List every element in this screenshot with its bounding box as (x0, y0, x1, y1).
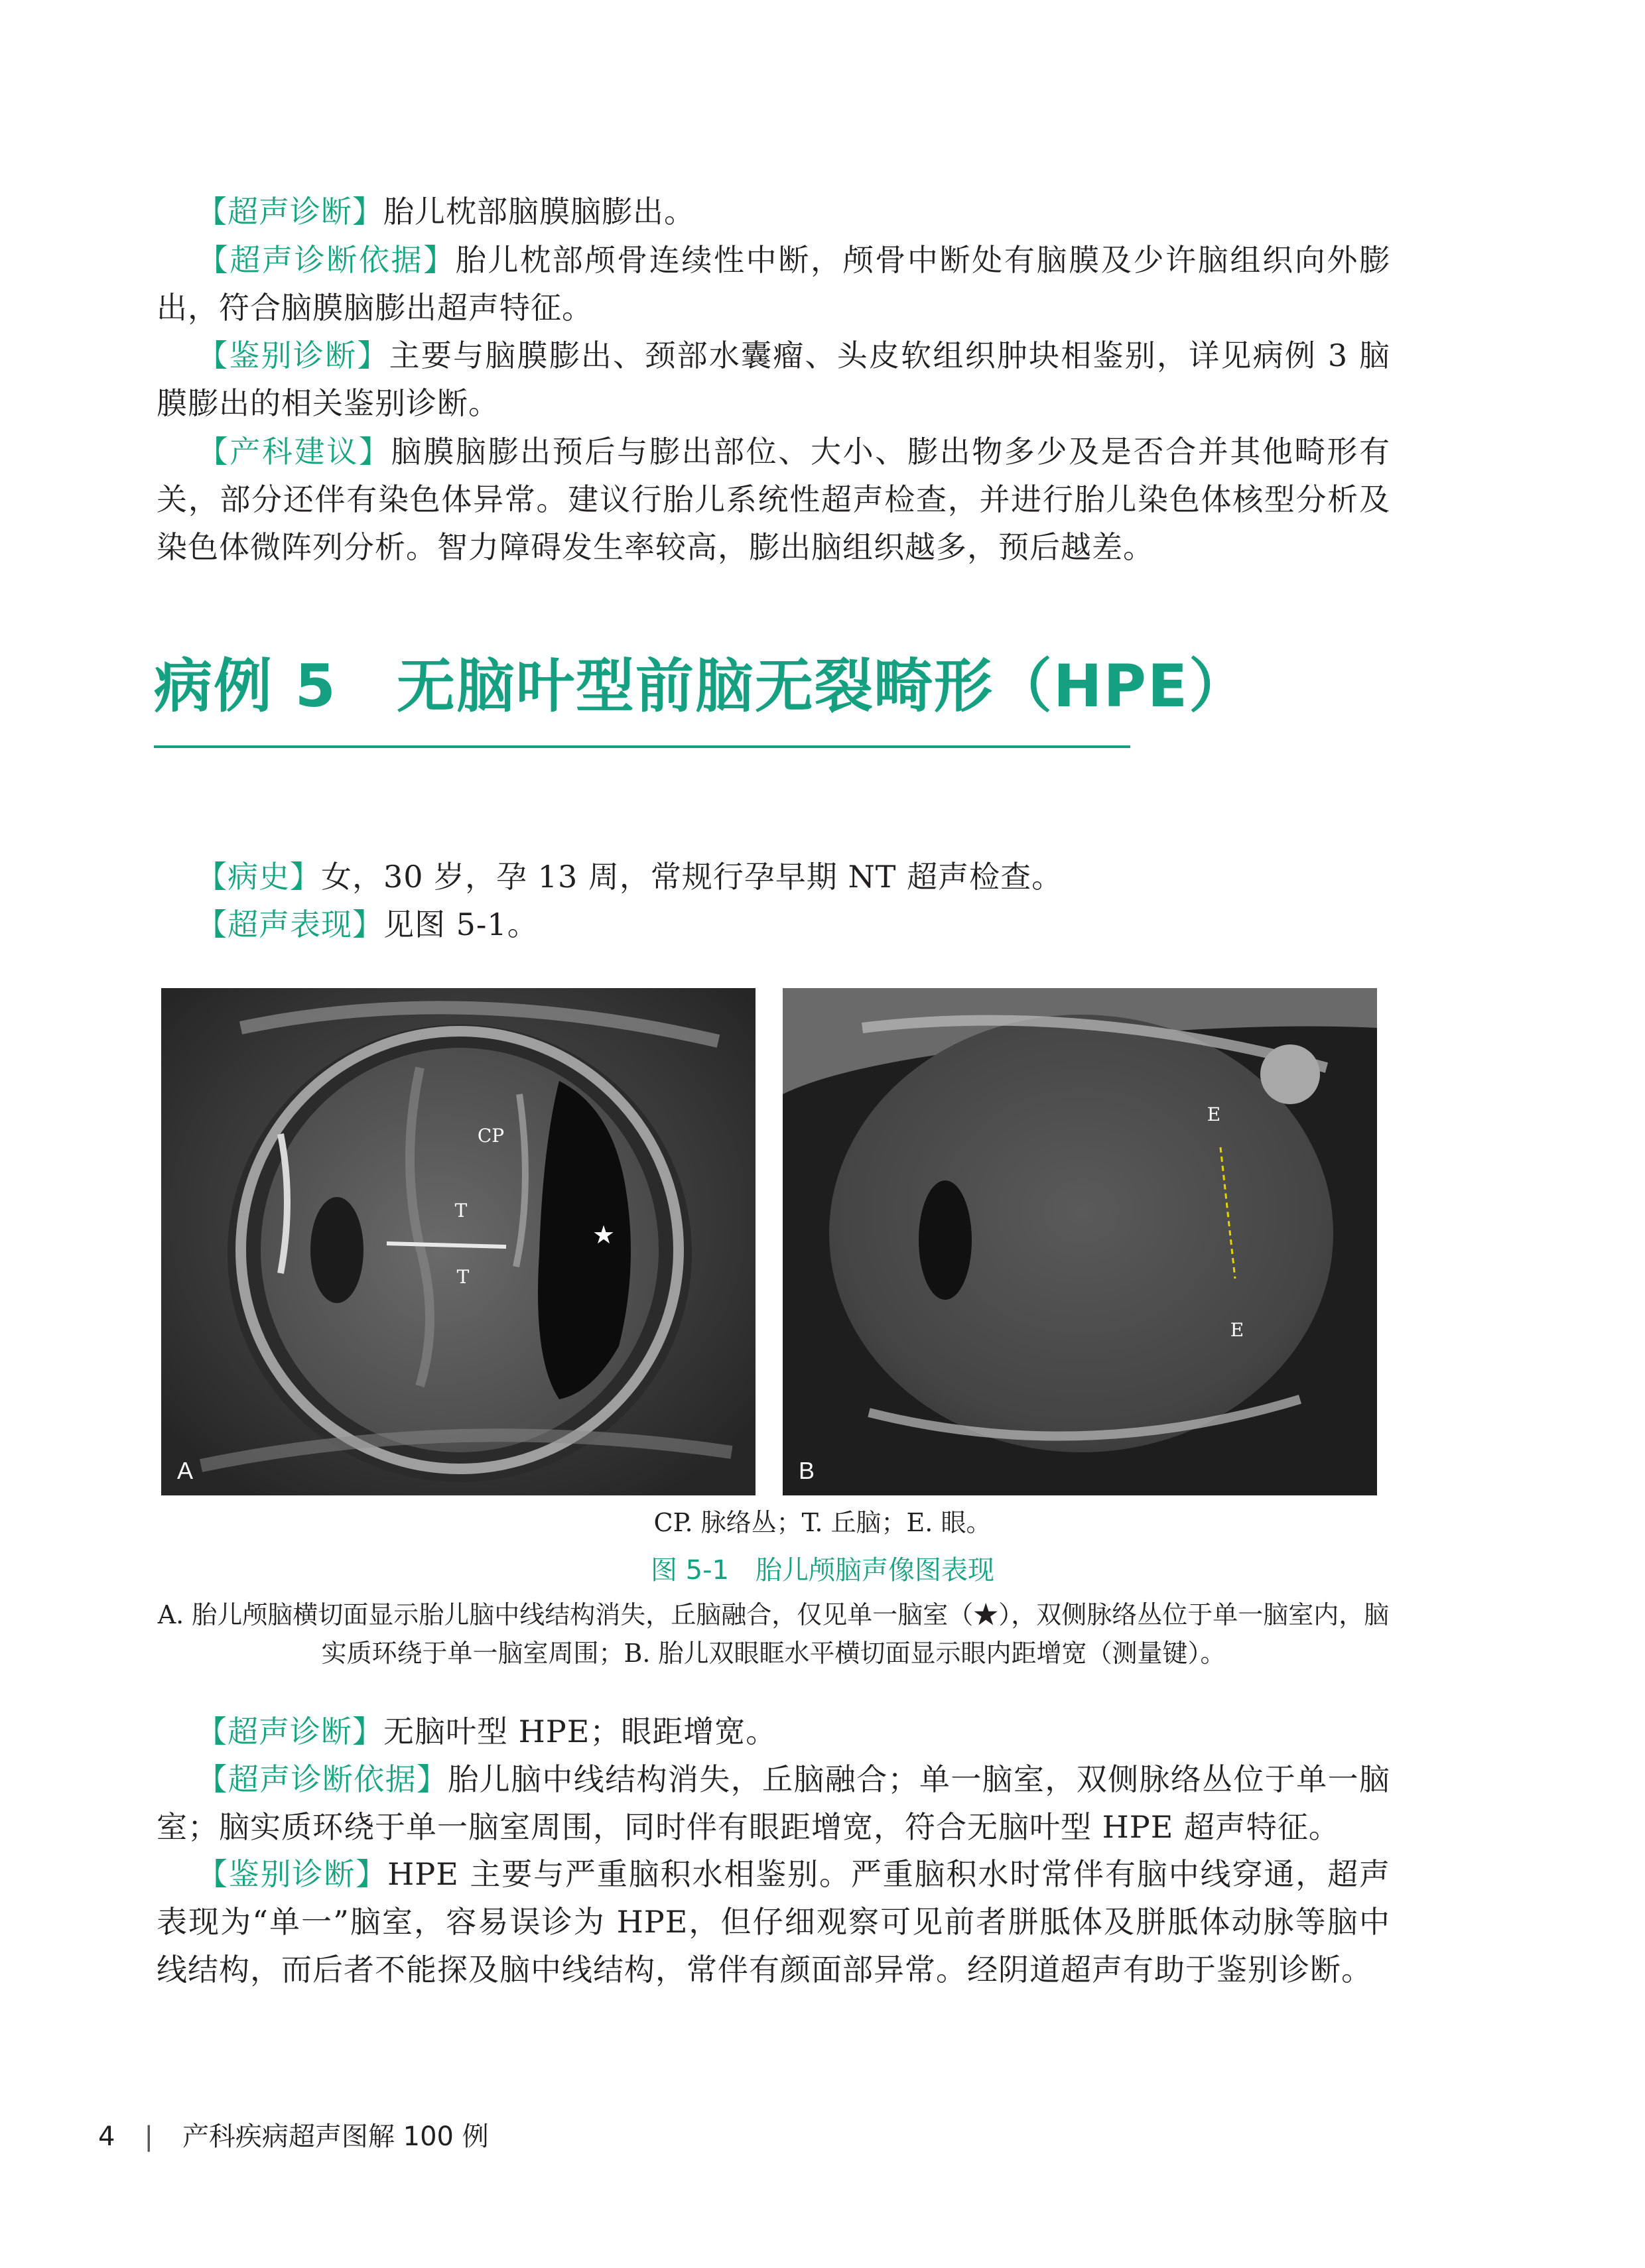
figure-legend: CP. 脉络丛；T. 丘脑；E. 眼。 (653, 1508, 992, 1537)
bottom-differential (157, 1850, 1390, 1993)
bottom-differential-text: HPE 主要与严重脑积水相鉴别。严重脑积水时常伴有脑中线穿通，超声表现为“单一”脑室，容易误诊为 HPE，但仔细观察可见前者胼胝体及胼胝体动脉等脑中线结构，而后者不能探及脑中线结构，常伴有颜面部异常。经阴道超声有助于鉴别诊断。 (157, 1856, 1390, 1987)
top-differential-text: 主要与脑膜膨出、颈部水囊瘤、头皮软组织肿块相鉴别，详见病例 3 脑膜膨出的相关鉴别诊断。 (157, 338, 1391, 421)
ultrasound-image-b (783, 988, 1377, 1495)
page-number: 4 (98, 2121, 115, 2152)
case-findings (157, 901, 1390, 948)
label-t-lower: T (456, 1266, 470, 1288)
figure-description: A. 胎儿颅脑横切面显示胎儿脑中线结构消失，丘脑融合，仅见单一脑室（★），双侧脉络丛位于单一脑室内，脑实质环绕于单一脑室周围；B. 胎儿双眼眶水平横切面显示眼内距增宽（测量键）。 (157, 1600, 1390, 1668)
top-diagnosis-text: 胎儿枕部脑膜脑膨出。 (383, 194, 695, 229)
bottom-diagnosis-text: 无脑叶型 HPE；眼距增宽。 (383, 1714, 777, 1749)
bottom-diagnosis (157, 1708, 1390, 1755)
bottom-basis (157, 1755, 1390, 1851)
ultrasound-panel-a (161, 988, 756, 1495)
star-marker-icon: ★ (592, 1220, 616, 1249)
bottom-basis-text: 胎儿脑中线结构消失，丘脑融合；单一脑室，双侧脉络丛位于单一脑室；脑实质环绕于单一脑室周围，同时伴有眼距增宽，符合无脑叶型 HPE 超声特征。 (157, 1761, 1391, 1845)
case-history (157, 853, 1390, 901)
ultrasound-panel-b (783, 988, 1377, 1495)
top-basis (157, 236, 1390, 332)
case-findings-text: 见图 5-1。 (383, 907, 539, 942)
panel-b-letter: B (799, 1457, 815, 1484)
book-title: 产科疾病超声图解 100 例 (182, 2121, 489, 2152)
top-advice (157, 428, 1390, 571)
title-divider (154, 745, 1130, 748)
case-history-text: 女，30 岁，孕 13 周，常规行孕早期 NT 超声检查。 (321, 859, 1063, 895)
case-findings-label: 【超声表现】 (196, 907, 383, 942)
top-diagnosis (157, 188, 1390, 235)
top-differential (157, 332, 1390, 427)
top-basis-label: 【超声诊断依据】 (196, 242, 456, 278)
top-basis-text: 胎儿枕部颅骨连续性中断，颅骨中断处有脑膜及少许脑组织向外膨出，符合脑膜脑膨出超声特征。 (157, 242, 1391, 326)
label-cp: CP (477, 1125, 505, 1147)
page-footer (98, 2115, 489, 2153)
bottom-diagnosis-label: 【超声诊断】 (196, 1714, 383, 1749)
label-e-lower: E (1230, 1319, 1244, 1341)
bottom-differential-label: 【鉴别诊断】 (196, 1856, 388, 1892)
top-differential-label: 【鉴别诊断】 (196, 338, 389, 373)
top-advice-label: 【产科建议】 (196, 434, 391, 470)
ultrasound-image-a (161, 988, 756, 1495)
footer-separator: | (144, 2121, 153, 2152)
label-e-upper: E (1207, 1103, 1221, 1125)
panel-a-letter: A (177, 1457, 194, 1484)
case-history-label: 【病史】 (196, 859, 321, 895)
case-title: 病例 5 无脑叶型前脑无裂畸形（HPE） (154, 652, 1249, 720)
label-t-upper: T (454, 1200, 468, 1222)
bottom-basis-label: 【超声诊断依据】 (196, 1761, 448, 1797)
top-advice-text: 脑膜脑膨出预后与膨出部位、大小、膨出物多少及是否合并其他畸形有关，部分还伴有染色体异常。建议行胎儿系统性超声检查，并进行胎儿染色体核型分析及染色体微阵列分析。智力障碍发生率较高，膨出脑组织越多，预后越差。 (157, 434, 1391, 565)
top-diagnosis-label: 【超声诊断】 (196, 194, 383, 229)
figure-title: 图 5-1 胎儿颅脑声像图表现 (650, 1555, 995, 1586)
